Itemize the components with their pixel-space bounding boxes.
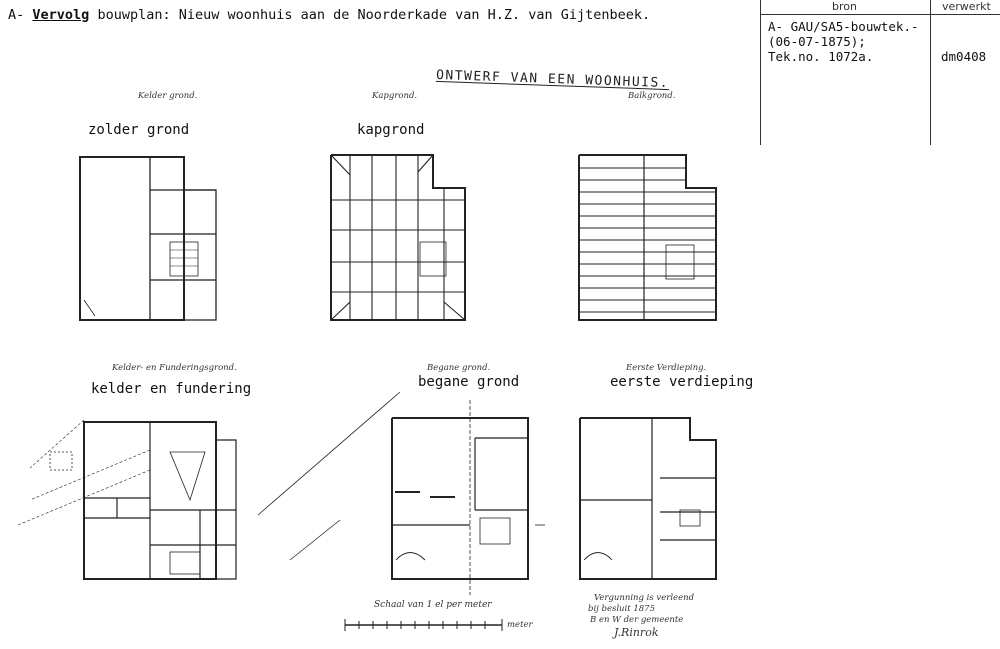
plan-caption-3: Balkgrond. [628,91,676,101]
header-underlined-word: Vervolg [32,7,90,23]
scale-bar [345,619,502,631]
plan-kapgrond [331,155,465,320]
plan-label-begane: begane grond [418,374,520,390]
plan-balkgrond [579,155,716,320]
approval-line-1: Vergunning is verleend [594,593,695,603]
plan-kelder-fundering [18,420,236,579]
plan-caption-5: Begane grond. [427,363,491,373]
plan-zolder-grond [80,157,216,320]
plan-label-eerste: eerste verdieping [610,374,754,390]
source-table [760,0,1000,145]
approval-line-2: bij besluit 1875 [588,604,655,614]
bron-line-1: A- GAU/SA5-bouwtek.- [768,19,919,34]
signature: J.Rinrok [614,626,659,639]
approval-line-3: B en W der gemeente [590,615,684,625]
column-header-bron: bron [832,0,857,13]
bron-line-2: (06-07-1875); [768,34,866,49]
plan-caption-6: Eerste Verdieping. [626,363,707,373]
plan-label-zolder: zolder grond [88,122,190,138]
plan-label-kapgrond: kapgrond [357,122,425,138]
drawing-title: ONTWERF VAN EEN WOONHUIS. [435,67,670,92]
document-header [8,7,650,23]
plan-begane-grond [258,392,545,595]
plan-label-kelder: kelder en fundering [91,381,252,397]
plan-caption-2: Kapgrond. [372,91,418,101]
verwerkt-code: dm0408 [941,49,987,64]
header-title: bouwplan: Nieuw woonhuis aan de Noorderkade van H.Z. van Gijtenbeek. [97,7,651,23]
column-header-verwerkt: verwerkt [942,0,991,13]
header-prefix: A- [8,7,25,23]
plan-eerste-verdieping [580,418,716,579]
plan-caption-1: Kelder grond. [138,91,198,101]
scale-caption: Schaal van 1 el per meter [374,600,492,610]
plan-caption-4: Kelder- en Funderingsgrond. [112,363,237,373]
bron-line-3: Tek.no. 1072a. [768,49,874,64]
scale-unit: meter [507,620,533,630]
